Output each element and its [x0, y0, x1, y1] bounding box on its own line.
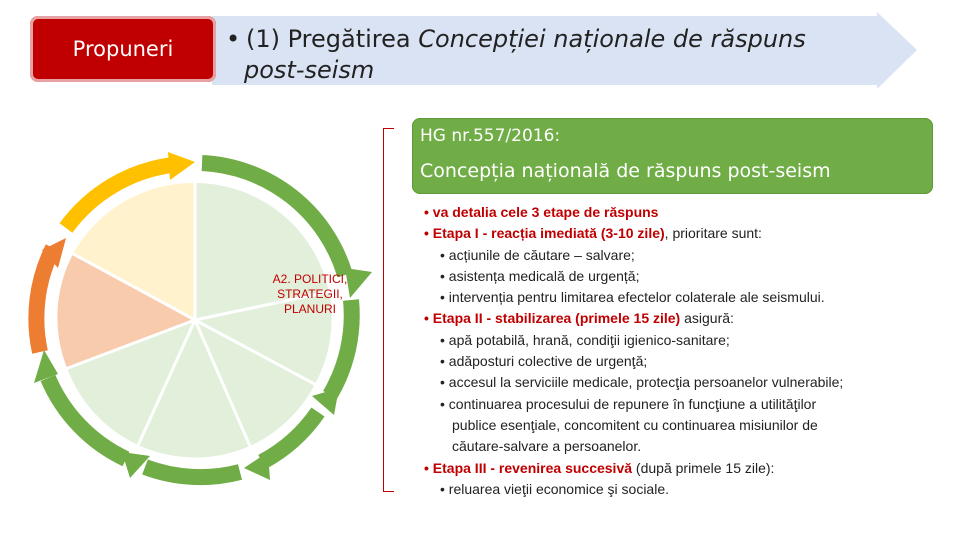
- content-line: • asistența medicală de urgență;: [440, 267, 640, 284]
- content-line: [412, 223, 932, 244]
- content-line: • continuarea procesului de repunere în funcţiune a utilităţilor: [440, 395, 817, 412]
- content-text: [412, 202, 932, 500]
- arrowhead-yellow: [168, 152, 195, 180]
- title-line2: post-seism: [244, 56, 375, 84]
- title-italic: Concepției naționale de răspuns: [418, 25, 806, 53]
- content-line: • va detalia cele 3 etape de răspuns: [424, 204, 659, 220]
- content-line: • adăposturi colective de urgenţă;: [440, 353, 648, 370]
- title-bullet: •: [226, 25, 241, 53]
- content-line: • accesul la serviciile medicale, protecţia persoanelor vulnerabile;: [440, 374, 844, 391]
- content-line: [412, 458, 932, 479]
- wheel-segment-label: A2. POLITICI, STRATEGII, PLANURI: [272, 272, 348, 316]
- cycle-wheel: [0, 0, 400, 540]
- hg-box: [412, 118, 933, 194]
- title-prefix: (1) Pregătirea: [246, 25, 419, 53]
- arrowhead-a3: [244, 452, 270, 480]
- content-line: [412, 308, 932, 329]
- stage1-heading: • Etapa I - reacția imediată (3-10 zile): [424, 225, 665, 242]
- content-line: • apă potabilă, hrană, condiţii igienico-sanitare;: [440, 331, 730, 348]
- content-line: • reluarea vieţii economice şi sociale.: [440, 480, 670, 497]
- arc-a4: [145, 467, 240, 477]
- tag-label: Propuneri: [72, 37, 174, 61]
- stage1-rest: , prioritare sunt:: [664, 225, 762, 242]
- stage2-rest: asigură:: [680, 310, 734, 327]
- stage3-rest: (după primele 15 zile):: [632, 459, 775, 476]
- red-bracket: [383, 128, 394, 492]
- stage2-heading: • Etapa II - stabilizarea (primele 15 zile): [424, 310, 681, 327]
- content-line: • acțiunile de căutare – salvare;: [440, 246, 635, 263]
- content-line: publice esenţiale, concomitent cu continuarea misiunilor de: [452, 416, 818, 433]
- content-line: • intervenția pentru limitarea efectelor colaterale ale seismului.: [440, 289, 825, 306]
- hg-concept-title: Concepția națională de răspuns post-seism: [420, 160, 831, 182]
- hg-number: HG nr.557/2016:: [420, 126, 561, 146]
- content-line: căutare-salvare a persoanelor.: [452, 438, 642, 455]
- stage3-heading: • Etapa III - revenirea succesivă: [424, 459, 633, 476]
- arc-orange: [36, 248, 53, 352]
